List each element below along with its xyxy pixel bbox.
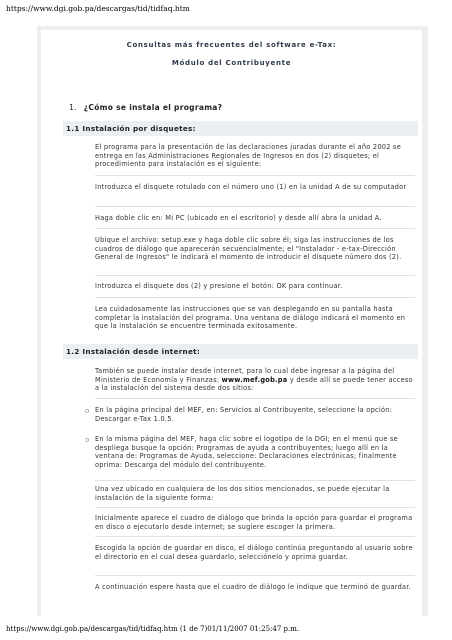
paragraph: Introduzca el disquete dos (2) y presione el botón: OK para continuar.: [95, 282, 343, 290]
list-item: En la misma página del MEF, haga clic sobre el logotipo de la DGI; en el menú que se despliega busque la opción: Programas de ayuda a contribuyentes; luego allí en la ventana de: Programas de Ayuda, seleccione: Declaraciones electrónicas; finalmente oprima: Descarga del módulo del contribuyente.: [95, 435, 398, 469]
question-number: 1.: [69, 103, 77, 112]
paragraph: Escogida la opción de guardar en disco, el diálogo continúa preguntando al usuario sobre el directorio en el cual desea guardarlo, selecciónelo y oprima guardar.: [95, 544, 413, 561]
section-heading-disquetes: 1.1 Instalación por disquetes:: [63, 121, 418, 136]
paragraph: Haga doble clic en: Mi PC (ubicado en el escritorio) y desde allí abra la unidad A.: [95, 214, 382, 222]
faq-content: [41, 30, 422, 620]
divider: [95, 398, 415, 399]
bullet-icon: o: [85, 436, 90, 444]
intro-text-end: y desde allí se puede tener acceso a la instalación del sistema desde dos sitios:: [95, 375, 413, 393]
divider: [95, 175, 415, 176]
divider: [95, 275, 415, 276]
print-header-url: https://www.dgi.gob.pa/descargas/tid/tidfaq.htm: [6, 4, 190, 13]
paragraph: Introduzca el disquete rotulado con el número uno (1) en la unidad A de su computador: [95, 183, 407, 191]
page-title: Consultas más frecuentes del software e-Tax:: [126, 41, 337, 49]
divider: [95, 206, 415, 207]
divider: [95, 228, 415, 229]
section-heading-internet: 1.2 Instalación desde internet:: [63, 344, 418, 359]
paragraph: Una vez ubicado en cualquiera de los dos sitios mencionados, se puede ejecutar la instalación de la siguiente forma:: [95, 485, 390, 502]
paragraph: Lea cuidadosamente las instrucciones que se van desplegando en su pantalla hasta completar la instalación del programa. Una ventana de diálogo indicará el momento en que la instalación se encuentre terminada exitosamente.: [95, 305, 406, 331]
paragraph: El programa para la presentación de las declaraciones juradas durante el año 2002 se entrega en las Administraciones Regionales de Ingresos en dos (2) disquetes; el procedimiento para instalación es el siguiente:: [95, 143, 402, 169]
paragraph: A continuación espere hasta que el cuadro de diálogo le indique que terminó de guardar.: [95, 583, 412, 591]
intro-text: También se puede instalar desde internet, para lo cual debe ingresar a la página del Ministerio de Economía y Finanzas:: [95, 367, 395, 384]
question-text: ¿Cómo se instala el programa?: [83, 103, 223, 112]
divider: [95, 507, 415, 508]
list-item: En la página principal del MEF, en: Servicios al Contribuyente, seleccione la opción: Descargar e-Tax 1.0.5.: [95, 406, 393, 423]
question-heading: [69, 103, 222, 112]
page-frame: [37, 26, 428, 616]
paragraph: Inicialmente aparece el cuadro de diálogo que brinda la opción para guardar el programa en disco o ejecutarlo desde internet; se sugiere escoger la primera.: [95, 514, 413, 531]
divider: [95, 536, 415, 537]
bullet-icon: o: [85, 407, 90, 415]
page-subtitle: Módulo del Contribuyente: [171, 59, 292, 67]
mef-link[interactable]: www.mef.gob.pa: [221, 375, 288, 384]
print-footer: https://www.dgi.gob.pa/descargas/tid/tidfaq.htm (1 de 7)01/11/2007 01:25:47 p.m.: [6, 625, 300, 633]
paragraph-intro: [95, 367, 415, 393]
divider: [95, 297, 415, 298]
divider: [95, 480, 415, 481]
divider: [95, 575, 415, 576]
paragraph: Ubique el archivo: setup.exe y haga doble clic sobre él; siga las instrucciones de los cuadros de diálogo que aparecerán secuencialmente; el "Instalador - e-tax-Dirección General de Ingresos" le indicará el momento de introducir el disquete número dos (2).: [95, 236, 402, 262]
